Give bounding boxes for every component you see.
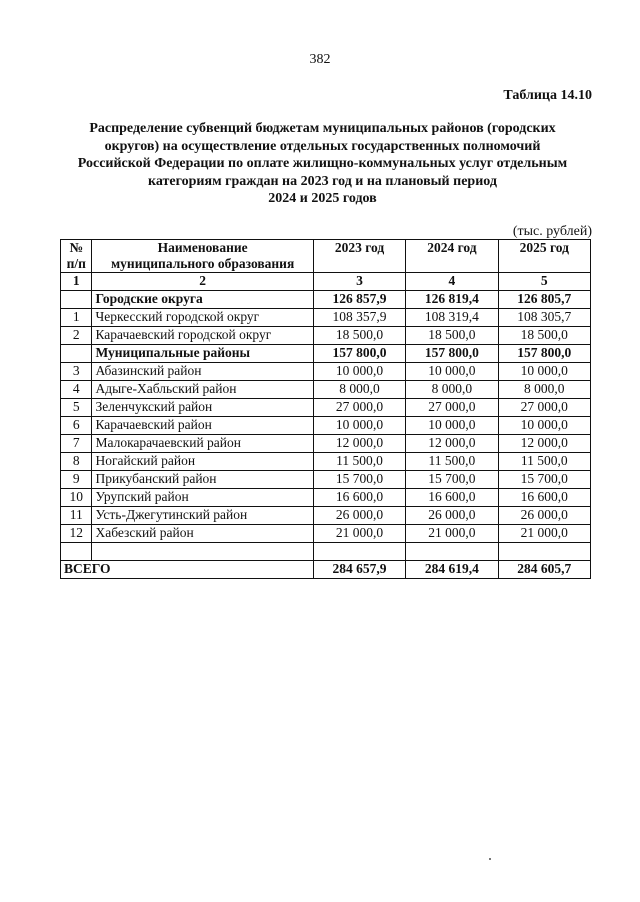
row-2024: 27 000,0 <box>406 399 498 417</box>
row-num: 12 <box>61 525 92 543</box>
row-2023: 157 800,0 <box>313 345 405 363</box>
row-name: Хабезский район <box>92 525 313 543</box>
table-row <box>61 327 591 345</box>
column-index: 4 <box>406 273 498 291</box>
row-2023: 26 000,0 <box>313 507 405 525</box>
row-2023: 8 000,0 <box>313 381 405 399</box>
table-row <box>61 345 591 363</box>
row-name: Адыге-Хабльский район <box>92 381 313 399</box>
column-index: 2 <box>92 273 313 291</box>
total-row <box>61 561 591 579</box>
blank-cell <box>406 543 498 561</box>
table-row <box>61 525 591 543</box>
header-2023: 2023 год <box>313 240 405 273</box>
column-index-row <box>61 273 591 291</box>
row-2023: 10 000,0 <box>313 363 405 381</box>
page-number: 382 <box>309 52 331 67</box>
row-2025: 26 000,0 <box>498 507 590 525</box>
header-num-line1: № <box>69 240 84 255</box>
blank-cell <box>61 543 92 561</box>
subventions-table <box>60 239 591 579</box>
table-label: Таблица 14.10 <box>503 88 592 103</box>
row-name: Карачаевский район <box>92 417 313 435</box>
header-2025: 2025 год <box>498 240 590 273</box>
row-2023: 10 000,0 <box>313 417 405 435</box>
table-row <box>61 489 591 507</box>
row-2025: 8 000,0 <box>498 381 590 399</box>
column-index: 5 <box>498 273 590 291</box>
document-title <box>50 120 595 208</box>
row-2024: 21 000,0 <box>406 525 498 543</box>
row-2024: 8 000,0 <box>406 381 498 399</box>
row-2023: 16 600,0 <box>313 489 405 507</box>
row-2025: 21 000,0 <box>498 525 590 543</box>
row-2024: 26 000,0 <box>406 507 498 525</box>
column-index: 3 <box>313 273 405 291</box>
row-num: 1 <box>61 309 92 327</box>
row-2025: 157 800,0 <box>498 345 590 363</box>
table-row <box>61 417 591 435</box>
row-2024: 16 600,0 <box>406 489 498 507</box>
header-name-line2: муниципального образования <box>110 256 295 271</box>
row-2023: 27 000,0 <box>313 399 405 417</box>
row-2024: 12 000,0 <box>406 435 498 453</box>
table-row <box>61 309 591 327</box>
row-2024: 11 500,0 <box>406 453 498 471</box>
row-2025: 108 305,7 <box>498 309 590 327</box>
row-2025: 18 500,0 <box>498 327 590 345</box>
row-2023: 11 500,0 <box>313 453 405 471</box>
row-2025: 10 000,0 <box>498 363 590 381</box>
table-row <box>61 399 591 417</box>
row-num <box>61 345 92 363</box>
row-2024: 108 319,4 <box>406 309 498 327</box>
row-2023: 18 500,0 <box>313 327 405 345</box>
row-num: 9 <box>61 471 92 489</box>
row-name: Муниципальные районы <box>92 345 313 363</box>
row-name: Усть-Джегутинский район <box>92 507 313 525</box>
row-2024: 157 800,0 <box>406 345 498 363</box>
scan-speck <box>489 858 491 860</box>
row-2023: 12 000,0 <box>313 435 405 453</box>
row-num: 3 <box>61 363 92 381</box>
row-2024: 15 700,0 <box>406 471 498 489</box>
row-2025: 27 000,0 <box>498 399 590 417</box>
row-name: Городские округа <box>92 291 313 309</box>
row-2024: 10 000,0 <box>406 363 498 381</box>
table-row <box>61 291 591 309</box>
row-num: 6 <box>61 417 92 435</box>
row-2023: 108 357,9 <box>313 309 405 327</box>
row-2024: 126 819,4 <box>406 291 498 309</box>
title-line: округов) на осуществление отдельных государственных полномочий <box>104 138 541 154</box>
blank-cell <box>498 543 590 561</box>
total-2023: 284 657,9 <box>313 561 405 579</box>
row-2025: 16 600,0 <box>498 489 590 507</box>
row-2025: 126 805,7 <box>498 291 590 309</box>
blank-cell <box>92 543 313 561</box>
table-row <box>61 381 591 399</box>
total-label: ВСЕГО <box>61 561 314 579</box>
row-name: Абазинский район <box>92 363 313 381</box>
row-2025: 15 700,0 <box>498 471 590 489</box>
title-line: Распределение субвенций бюджетам муниципальных районов (городских <box>89 121 556 136</box>
header-name-line1: Наименование <box>157 240 248 255</box>
row-name: Карачаевский городской округ <box>92 327 313 345</box>
table-row <box>61 507 591 525</box>
units-note: (тыс. рублей) <box>512 224 592 239</box>
title-line: категориям граждан на 2023 год и на плановый период <box>148 173 497 189</box>
column-index: 1 <box>61 273 92 291</box>
row-2024: 10 000,0 <box>406 417 498 435</box>
row-num: 8 <box>61 453 92 471</box>
row-2023: 126 857,9 <box>313 291 405 309</box>
row-num <box>61 291 92 309</box>
table-row <box>61 363 591 381</box>
row-name: Ногайский район <box>92 453 313 471</box>
row-name: Черкесский городской округ <box>92 309 313 327</box>
header-num <box>61 240 92 273</box>
row-num: 2 <box>61 327 92 345</box>
row-num: 10 <box>61 489 92 507</box>
row-name: Зеленчукский район <box>92 399 313 417</box>
row-name: Прикубанский район <box>92 471 313 489</box>
table-row <box>61 471 591 489</box>
total-2024: 284 619,4 <box>406 561 498 579</box>
row-name: Урупский район <box>92 489 313 507</box>
total-2025: 284 605,7 <box>498 561 590 579</box>
blank-cell <box>313 543 405 561</box>
row-2025: 10 000,0 <box>498 417 590 435</box>
row-2024: 18 500,0 <box>406 327 498 345</box>
table-header-row <box>61 240 591 273</box>
row-2025: 11 500,0 <box>498 453 590 471</box>
header-2024: 2024 год <box>406 240 498 273</box>
row-num: 11 <box>61 507 92 525</box>
header-num-line2: п/п <box>66 256 86 271</box>
row-2025: 12 000,0 <box>498 435 590 453</box>
blank-row <box>61 543 591 561</box>
table-row <box>61 435 591 453</box>
title-line: Российской Федерации по оплате жилищно-коммунальных услуг отдельным <box>77 156 568 171</box>
row-name: Малокарачаевский район <box>92 435 313 453</box>
header-name <box>92 240 313 273</box>
row-2023: 21 000,0 <box>313 525 405 543</box>
row-num: 5 <box>61 399 92 417</box>
table-row <box>61 453 591 471</box>
row-num: 4 <box>61 381 92 399</box>
row-2023: 15 700,0 <box>313 471 405 489</box>
title-line: 2024 и 2025 годов <box>268 191 377 206</box>
row-num: 7 <box>61 435 92 453</box>
